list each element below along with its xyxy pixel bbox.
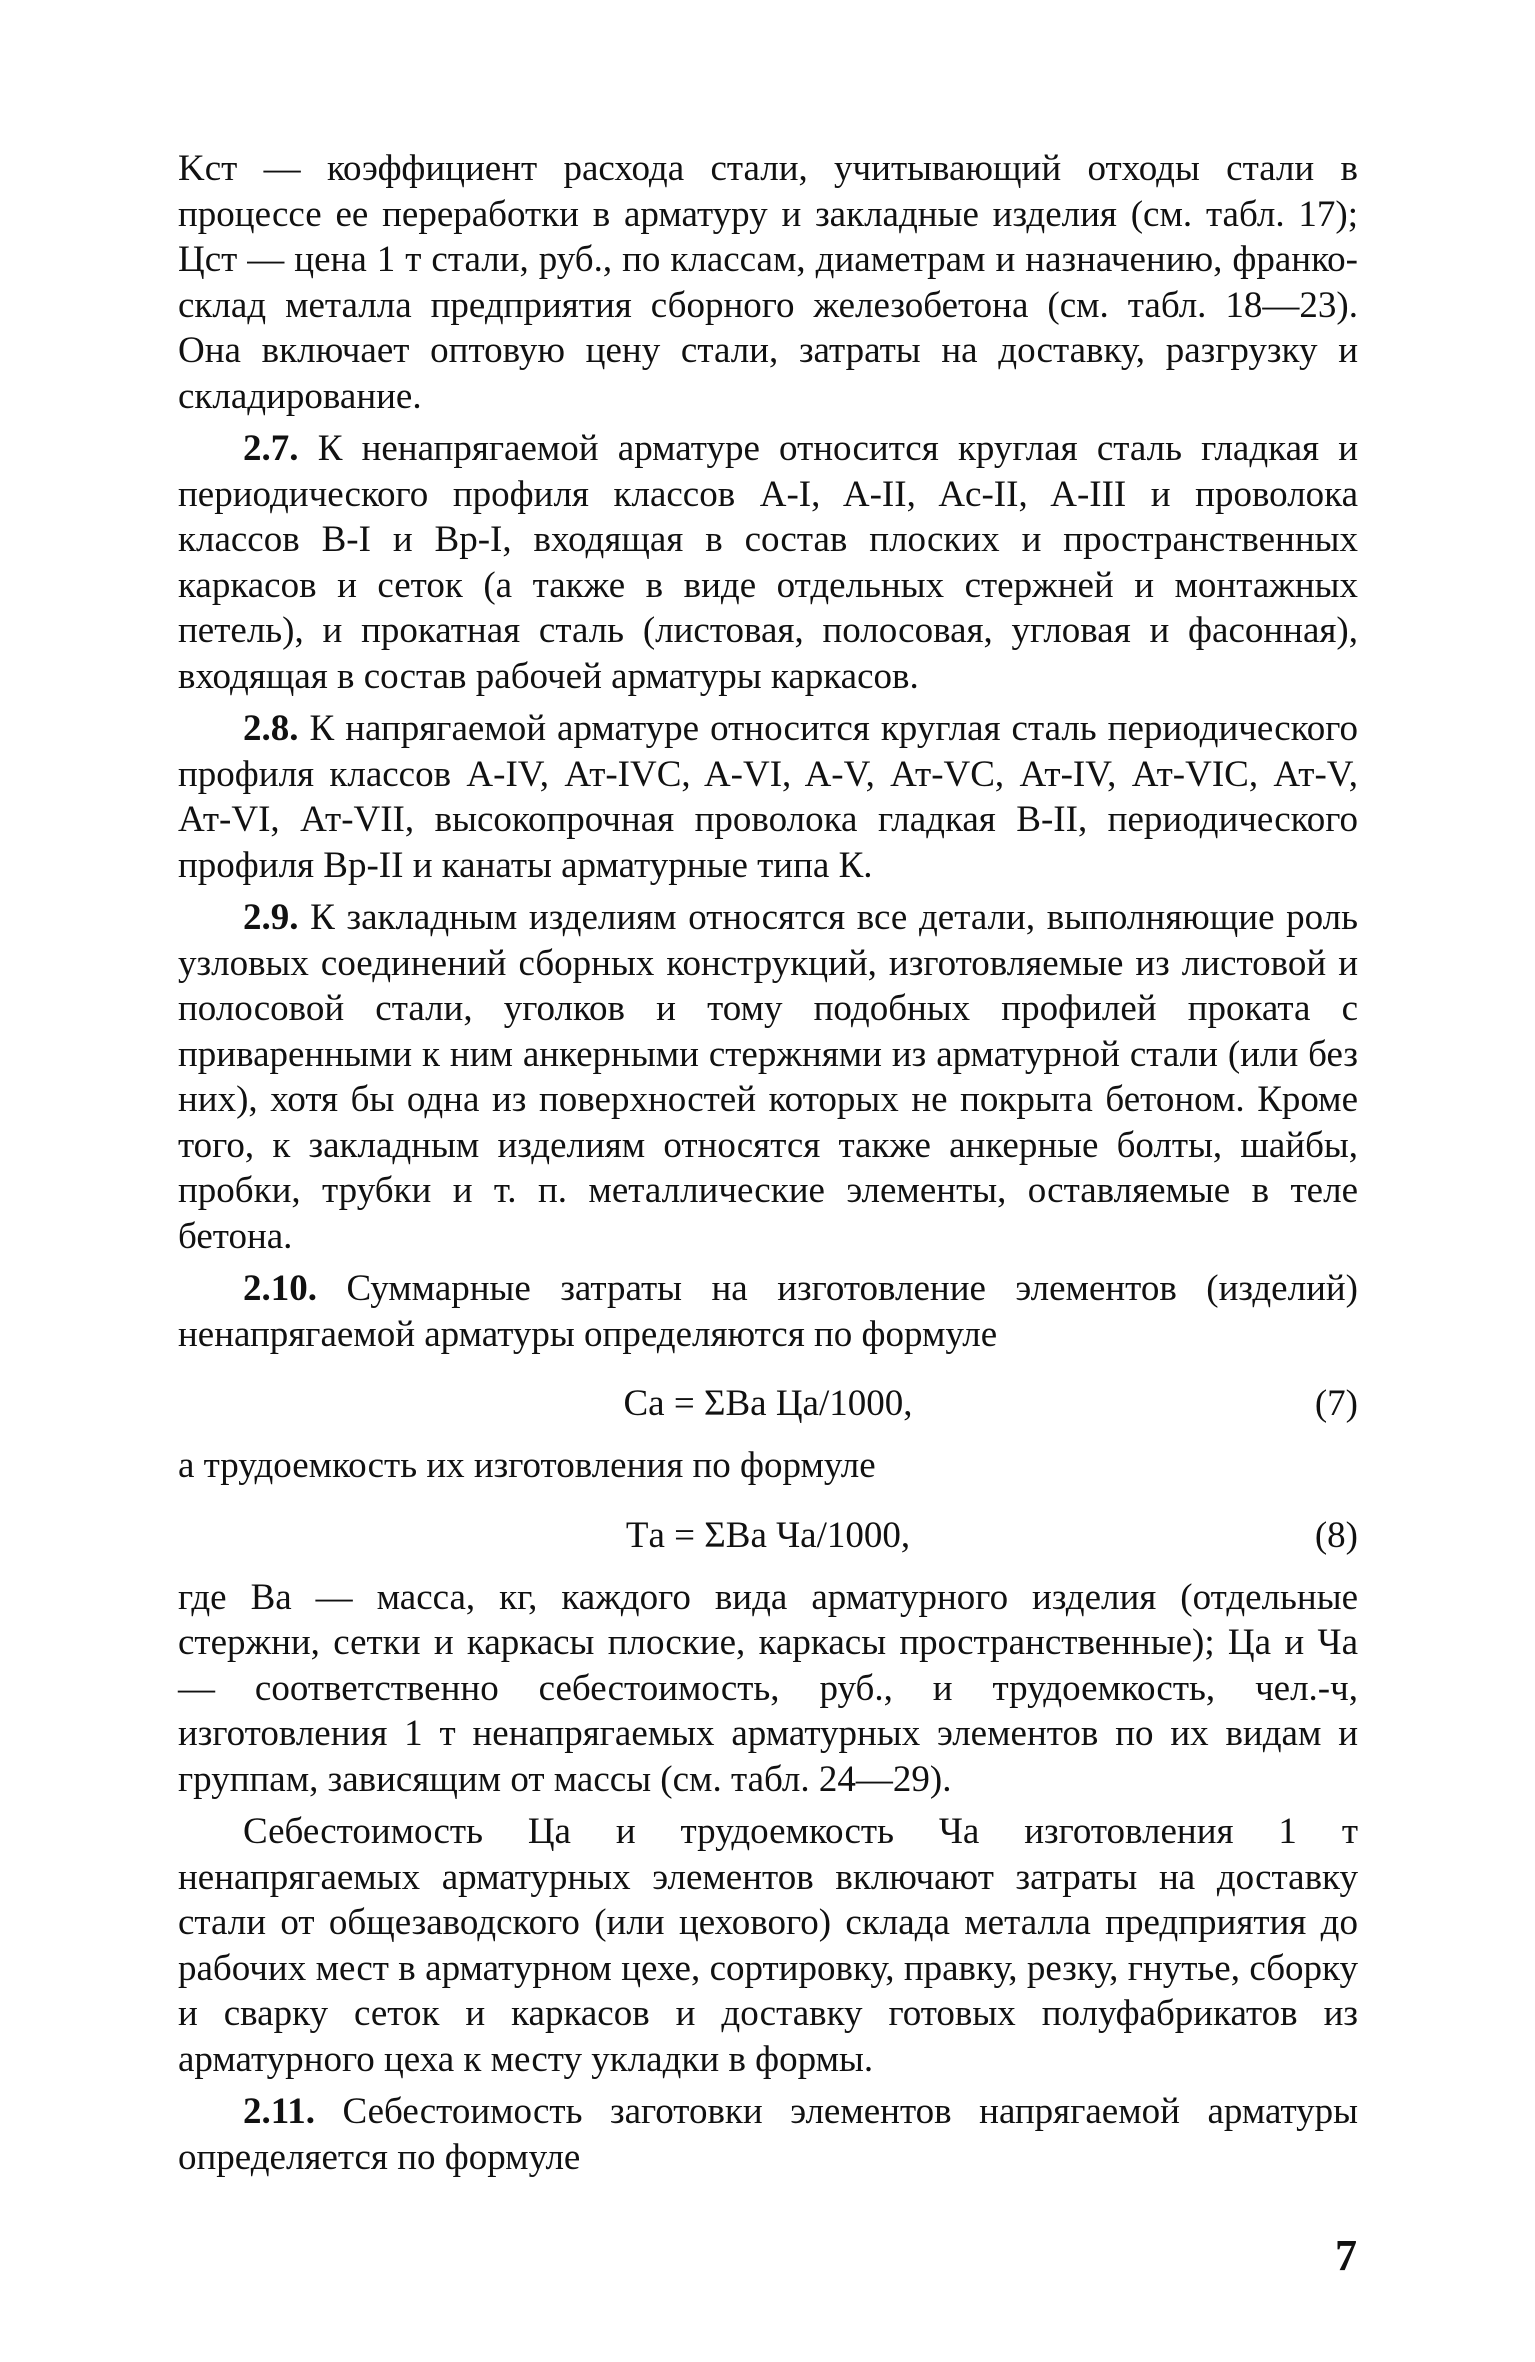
between-formulas-text: а трудоемкость их изготовления по формуле [178, 1445, 876, 1486]
paragraph-text: К ненапрягаемой арматуре относится круглая сталь гладкая и периодического профиля классов A-I, A-II, Ac-II, A-III и проволока классов B-I и Bp-I, входящая в состав плоских и пространственных каркасов и сеток (а также в виде отдельных стержней и монтажных петель), и прокатная сталь (листовая, полосовая, угловая и фасонная), входящая в состав рабочей арматуры каркасов. [178, 428, 1359, 697]
where-paragraph: где Bа — масса, кг, каждого вида арматурного изделия (отдельные стержни, сетки и каркасы плоские, каркасы пространственные); Цa и Чa — соответственно себестоимость, руб., и трудоемкость, чел.-ч, изготовления 1 т ненапрягаемых арматурных элементов по их видам и группам, зависящим от массы (см. табл. 24—29). [178, 1576, 1358, 1800]
paragraph-number: 2.11. [243, 2091, 315, 2132]
paragraph-2-9 [178, 895, 1358, 1259]
paragraph-kst [178, 146, 1358, 419]
formula-number: (8) [1314, 1514, 1358, 1556]
paragraph-text: К закладным изделиям относятся все детали, выполняющие роль узловых соединений сборных конструкций, изготовляемые из листовой и полосовой стали, уголков и тому подобных профилей проката с приваренными к ним анкерными стержнями из арматурной стали (или без них), хотя бы одна из поверхностей которых не покрыта бетоном. Кроме того, к закладным изделиям относятся также анкерные болты, шайбы, пробки, трубки и т. п. металлические элементы, оставляемые в теле бетона. [178, 897, 1359, 1257]
formula-7 [178, 1365, 1358, 1441]
paragraph-2-8 [178, 706, 1358, 888]
paragraph-number: 2.8. [243, 708, 299, 749]
paragraph-number: 2.7. [243, 428, 299, 469]
formula-text: Cа = ΣBа Цa/1000, [623, 1383, 913, 1424]
paragraph-number: 2.10. [243, 1268, 317, 1309]
paragraph-2-11 [178, 2089, 1358, 2180]
paragraph-2-10 [178, 1266, 1358, 1357]
formula-number: (7) [1314, 1383, 1358, 1424]
paragraph-text: К напрягаемой арматуре относится круглая сталь периодического профиля классов A-IV, Ат-IVC, A-VI, A-V, Ат-VC, Ат-IV, Ат-VIC, Ат-V, Ат-VI, Ат-VII, высокопрочная проволока гладкая B-II, периодического профиля Bp-II и канаты арматурные типа К. [178, 708, 1358, 886]
cost-paragraph: Себестоимость Цa и трудоемкость Чa изготовления 1 т ненапрягаемых арматурных элементов включают затраты на доставку стали от общезаводского (или цехового) склада металла предприятия до рабочих мест в арматурном цехе, сортировку, правку, резку, гнутье, сборку и сварку сеток и каркасов и доставку готовых полуфабрикатов из арматурного цеха к месту укладки в формы. [178, 1811, 1358, 2080]
page-number: 7 [1335, 2231, 1357, 2280]
body-text [178, 146, 1358, 2187]
formula-text: Tа = ΣBа Чa/1000, [625, 1514, 911, 1556]
paragraph-number: 2.9. [243, 897, 299, 938]
paragraph-2-7 [178, 426, 1358, 699]
paragraph-text: Себестоимость заготовки элементов напрягаемой арматуры определяется по формуле [178, 2091, 1358, 2178]
formula-8 [178, 1497, 1358, 1573]
paragraph-text: Суммарные затраты на изготовление элементов (изделий) ненапрягаемой арматуры определяются по формуле [178, 1268, 1358, 1355]
paragraph-text: Kст — коэффициент расхода стали, учитывающий отходы стали в процессе ее переработки в арматуру и закладные изделия (см. табл. 17); Цст — цена 1 т стали, руб., по классам, диаметрам и назначению, франко-склад металла предприятия сборного железобетона (см. табл. 18—23). Она включает оптовую цену стали, затраты на доставку, разгрузку и складирование. [178, 148, 1358, 417]
